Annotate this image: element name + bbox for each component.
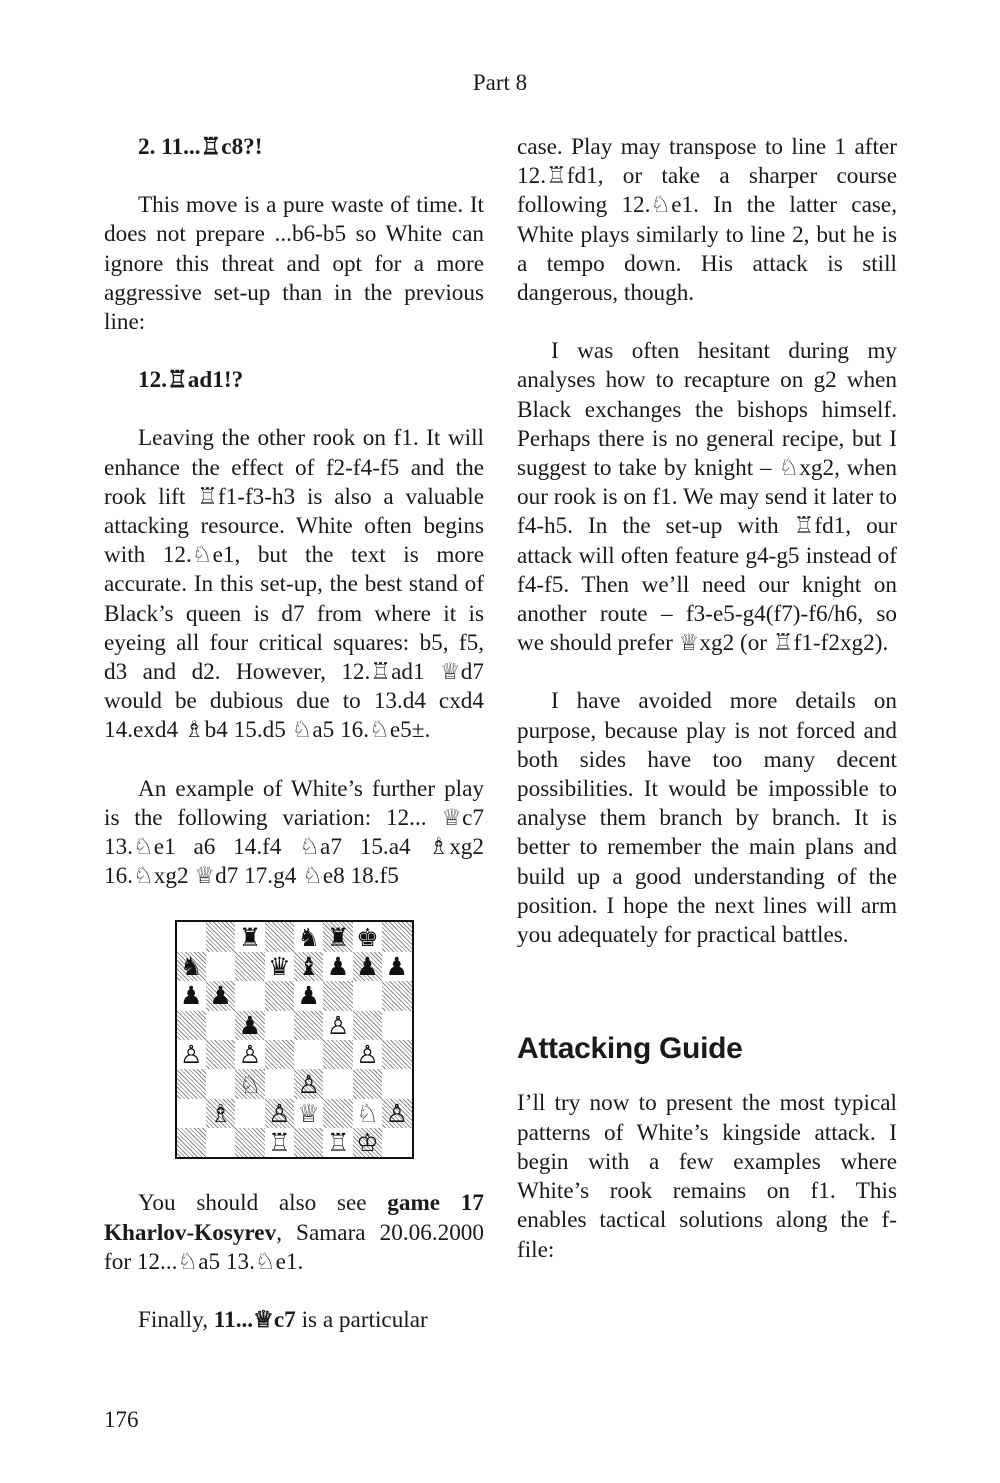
chess-piece: ♟ [356, 952, 379, 982]
game-reference: game 17 Kharlov-Kosyrev [104, 1190, 484, 1246]
running-head: Part 8 [472, 70, 528, 95]
square-d6 [265, 981, 294, 1010]
square-g4 [353, 1040, 382, 1069]
chess-piece: ♟ [297, 981, 320, 1011]
square-a3 [177, 1069, 206, 1098]
square-c7 [235, 952, 264, 981]
chess-piece: ♙ [385, 1098, 409, 1128]
square-c4 [235, 1040, 264, 1069]
square-g1 [353, 1128, 382, 1157]
chess-piece: ♙ [268, 1098, 291, 1128]
square-h1 [382, 1128, 411, 1157]
chess-board [175, 920, 414, 1159]
chess-piece: ♔ [356, 1128, 379, 1158]
chess-piece: ♖ [268, 1128, 291, 1158]
square-e3 [294, 1069, 323, 1098]
square-c8 [235, 922, 264, 951]
square-e6 [294, 981, 323, 1010]
square-b2 [206, 1099, 235, 1128]
square-b6 [206, 981, 235, 1010]
square-c5 [235, 1011, 264, 1040]
text: is a particular [295, 1307, 428, 1334]
square-d4 [265, 1040, 294, 1069]
chess-piece: ♙ [326, 1010, 350, 1040]
chess-piece: ♞ [297, 922, 320, 952]
square-d7 [265, 952, 294, 981]
paragraph: An example of White’s further play is the following variation: 12... ♕c7 13.♘e1 a6 14.f4 ♘a7 15.a4 ♗xg2 16.♘xg2 ♕d7 17.g4 ♘e8 18.f5 [104, 775, 484, 890]
square-h6 [382, 981, 411, 1010]
chess-piece: ♟ [385, 952, 409, 982]
chess-diagram [104, 920, 484, 1159]
chess-piece: ♘ [356, 1098, 379, 1128]
text: You should also see [138, 1190, 388, 1217]
square-c2 [235, 1099, 264, 1128]
chess-piece: ♝ [297, 952, 320, 982]
square-a4 [177, 1040, 206, 1069]
paragraph: Leaving the other rook on f1. It will enhance the effect of f2-f4-f5 and the rook lift ♖f1-f3-h3 is also a valuable attacking resource. White often begins with 12.♘e1, but the text is more accurate. In this set-up, the best stand of Black’s queen is d7 from where it is eyeing all four critical squares: b5, f5, d3 and d2. However, 12.♖ad1 ♕d7 would be dubious due to 13.d4 cxd4 14.exd4 ♗b4 15.d5 ♘a5 16.♘e5±. [104, 425, 484, 744]
paragraph: I have avoided more details on purpose, because play is not forced and both sides have too many decent possibilities. It would be impossible to analyse them branch by branch. It is better to remember the main plans and build up a good understanding of the position. I hope the next lines will arm you adequately for practical battles. [517, 688, 897, 949]
square-d1 [265, 1128, 294, 1157]
square-h2 [382, 1099, 411, 1128]
paragraph [104, 1306, 484, 1335]
square-a2 [177, 1099, 206, 1128]
square-e1 [294, 1128, 323, 1157]
square-g6 [353, 981, 382, 1010]
square-f4 [323, 1040, 352, 1069]
square-h4 [382, 1040, 411, 1069]
square-c6 [235, 981, 264, 1010]
square-g7 [353, 952, 382, 981]
square-b3 [206, 1069, 235, 1098]
square-c1 [235, 1128, 264, 1157]
square-d3 [265, 1069, 294, 1098]
chess-piece: ♙ [356, 1040, 379, 1070]
chess-piece: ♟ [326, 952, 350, 982]
chess-piece: ♜ [326, 922, 350, 952]
square-a1 [177, 1128, 206, 1157]
square-e8 [294, 922, 323, 951]
square-f8 [323, 922, 352, 951]
square-b1 [206, 1128, 235, 1157]
right-column [517, 133, 897, 1294]
text: Finally, [138, 1307, 214, 1334]
chess-piece: ♖ [326, 1128, 350, 1158]
square-e4 [294, 1040, 323, 1069]
chess-piece: ♟ [209, 981, 232, 1011]
square-a6 [177, 981, 206, 1010]
square-g8 [353, 922, 382, 951]
square-e5 [294, 1011, 323, 1040]
paragraph: This move is a pure waste of time. It does not prepare ...b6-b5 so White can ignore this threat and opt for a more aggressive set-up than in the previous line: [104, 192, 484, 336]
square-h7 [382, 952, 411, 981]
square-h8 [382, 922, 411, 951]
chess-piece: ♙ [238, 1040, 262, 1070]
square-e7 [294, 952, 323, 981]
page-number: 176 [104, 1407, 139, 1432]
square-d8 [265, 922, 294, 951]
chess-piece: ♛ [268, 952, 291, 982]
chess-piece: ♙ [179, 1040, 203, 1070]
square-g2 [353, 1099, 382, 1128]
square-f5 [323, 1011, 352, 1040]
chess-piece: ♟ [179, 981, 203, 1011]
paragraph: I’ll try now to present the most typical patterns of White’s kingside attack. I begin with a few examples where White’s rook remains on f1. This enables tactical solutions along the f-file: [517, 1090, 897, 1263]
left-column [104, 133, 484, 1364]
square-c3 [235, 1069, 264, 1098]
square-g3 [353, 1069, 382, 1098]
square-b5 [206, 1011, 235, 1040]
square-f3 [323, 1069, 352, 1098]
chess-piece: ♟ [238, 1010, 262, 1040]
chess-piece: ♜ [238, 922, 262, 952]
text: , Samara 20.06.2000 for 12...♘a5 13.♘e1. [104, 1219, 484, 1275]
chess-piece: ♞ [179, 952, 203, 982]
chess-piece: ♚ [356, 922, 379, 952]
chess-piece: ♘ [238, 1069, 262, 1099]
line-heading-move: 2. 11...♖c8?! [138, 134, 263, 160]
square-h5 [382, 1011, 411, 1040]
square-a7 [177, 952, 206, 981]
paragraph [104, 1189, 484, 1277]
paragraph: I was often hesitant during my analyses how to recapture on g2 when Black exchanges the bishops himself. Perhaps there is no general recipe, but I suggest to take by knight – ♘xg2, when our rook is on f1. We may send it later to f4-h5. In the set-up with ♖fd1, our attack will often feature g4-g5 instead of f4-f5. Then we’ll need our knight on another route – f3-e5-g4(f7)-f6/h6, so we should prefer ♕xg2 (or ♖f1-f2xg2). [517, 338, 897, 657]
square-f2 [323, 1099, 352, 1128]
paragraph: case. Play may transpose to line 1 after 12.♖fd1, or take a sharper course following 12.♘e1. In the latter case, White plays similarly to line 2, but he is a tempo down. His attack is still dangerous, though. [517, 134, 897, 307]
square-b8 [206, 922, 235, 951]
square-f7 [323, 952, 352, 981]
square-h3 [382, 1069, 411, 1098]
square-b4 [206, 1040, 235, 1069]
chess-piece: ♕ [297, 1098, 320, 1128]
square-a5 [177, 1011, 206, 1040]
square-b7 [206, 952, 235, 981]
square-e2 [294, 1099, 323, 1128]
section-heading: Attacking Guide [517, 1032, 743, 1066]
chess-piece: ♙ [297, 1069, 320, 1099]
square-d2 [265, 1099, 294, 1128]
square-f1 [323, 1128, 352, 1157]
square-a8 [177, 922, 206, 951]
move-reference: 11...♕c7 [213, 1307, 296, 1334]
main-move: 12.♖ad1!? [138, 367, 244, 394]
square-g5 [353, 1011, 382, 1040]
square-f6 [323, 981, 352, 1010]
square-d5 [265, 1011, 294, 1040]
chess-piece: ♗ [209, 1098, 232, 1128]
